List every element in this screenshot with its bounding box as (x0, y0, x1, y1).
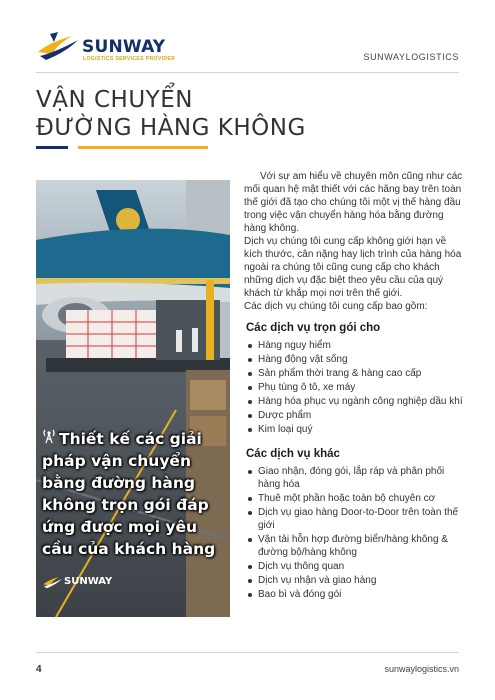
photo-logo-name: SUNWAY (64, 576, 113, 587)
list-item: Thuê một phần hoặc toàn bộ chuyên cơ (246, 492, 464, 505)
list-item: Phụ tùng ô tô, xe máy (246, 381, 464, 394)
list-item: Bao bì và đóng gói (246, 588, 464, 601)
list-item: Dịch vụ thông quan (246, 560, 464, 573)
logo-tagline: LOGISTICS SERVICES PROVIDER (83, 56, 176, 62)
photo-logo-mark-icon (42, 574, 64, 592)
title-line-2: ĐƯỜNG HÀNG KHÔNG (36, 115, 306, 141)
list-item: Dược phẩm (246, 409, 464, 422)
package-services-list (244, 339, 464, 436)
header-divider (36, 72, 459, 73)
list-item: Kim loại quý (246, 423, 464, 436)
list-item: Hàng động vật sống (246, 353, 464, 366)
title-line-1: VẬN CHUYỂN (36, 87, 193, 113)
list-item: Hàng hóa phục vụ ngành công nghiệp dầu khí (246, 395, 464, 408)
section-heading-packages: Các dịch vụ trọn gói cho (246, 322, 381, 334)
logo-name: SUNWAY (82, 37, 166, 57)
header-site-name: SUNWAYLOGISTICS (363, 52, 459, 62)
intro-paragraph-3: Các dịch vụ chúng tôi cung cấp bao gồm: (244, 301, 428, 312)
list-item: Hàng nguy hiểm (246, 339, 464, 352)
list-item: Giao nhận, đóng gói, lắp ráp và phân phối hàng hóa (246, 465, 464, 491)
cargo-plane-photo (36, 180, 230, 617)
page-number: 4 (36, 664, 42, 675)
intro-paragraph-1: Với sự am hiểu về chuyên môn cũng như các mối quan hệ mật thiết với các hãng bay trên toàn thế giới đã tạo cho chúng tôi một vị thế hàng đầu trong việc vận chuyển hàng hóa bằng đường hàng không. (244, 171, 463, 234)
list-item: Dịch vụ giao hàng Door-to-Door trên toàn thế giới (246, 506, 464, 532)
list-item: Vận tải hỗn hợp đường biển/hàng không & đường bộ/hàng không (246, 533, 464, 559)
company-logo (36, 30, 186, 68)
logo-mark-icon (36, 30, 82, 68)
photo-overlay-text (42, 428, 228, 560)
list-item: Dịch vụ nhận và giao hàng (246, 574, 464, 587)
broadcast-icon (42, 430, 56, 446)
footer-divider (36, 652, 459, 653)
title-accent-gold (78, 146, 208, 149)
section-heading-other: Các dịch vụ khác (246, 448, 340, 460)
footer-url[interactable]: sunwaylogistics.vn (384, 664, 459, 674)
photo-logo (42, 574, 132, 594)
intro-paragraph-2: Dịch vụ chúng tôi cung cấp không giới hạn về kích thước, cân nặng hay lịch trình của hàng hóa ngoài ra chúng tôi cũng cung cấp cho khách những dịch vụ đặc biệt theo yêu cầu của quý khách từ khắp mọi nơi trên thế giới. (244, 236, 462, 299)
content-column (244, 170, 464, 602)
other-services-list (244, 465, 464, 601)
overlay-text-content: Thiết kế các giải pháp vận chuyển bằng đường hàng không trọn gói đáp ứng được mọi yêu cầu của khách hàng (42, 430, 216, 558)
page-title (36, 86, 306, 142)
list-item: Sản phẩm thời trang & hàng cao cấp (246, 367, 464, 380)
title-accent-navy (36, 146, 68, 149)
